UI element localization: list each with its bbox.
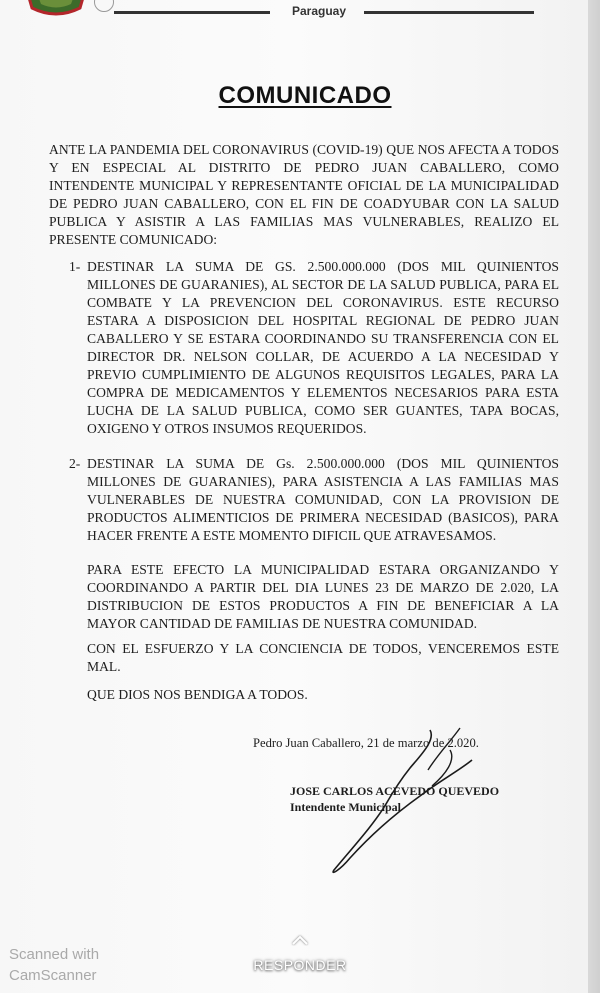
chevron-up-icon[interactable] bbox=[290, 934, 310, 946]
scanner-line-2: CamScanner bbox=[9, 967, 97, 984]
header-rule-left bbox=[114, 11, 270, 14]
municipal-logo bbox=[24, 0, 88, 18]
page-edge bbox=[588, 0, 600, 993]
item-1-number: 1- bbox=[69, 259, 81, 274]
signer-role: Intendente Municipal bbox=[290, 800, 402, 814]
item-1-text: DESTINAR LA SUMA DE GS. 2.500.000.000 (DOS MIL QUINIENTOS MILLONES DE GUARANIES), AL SECTOR DE LA SALUD PUBLICA, PARA EL COMBATE Y LA PREVENCION DEL CORONAVIRUS. ESTE RECURSO ESTARA A DISPOSICION DEL HOSPITAL REGIONAL DE PEDRO JUAN CABALLERO Y SE ESTARA COORDINANDO SU TRANSFERENCIA CON EL DIRECTOR DR. NELSON COLLAR, DE ACUERDO A LA NECESIDAD Y PREVIO CUMPLIMIENTO DE ALGUNOS REQUISITOS LEGALES, PARA LA COMPRA DE MEDICAMENTOS Y ELEMENTOS NECESARIOS PARA ESTA LUCHA DE LA SALUD PUBLICA, COMO SER GUANTES, TAPA BOCAS, OXIGENO Y OTROS INSUMOS REQUERIDOS. bbox=[87, 259, 559, 436]
intro-paragraph: ANTE LA PANDEMIA DEL CORONAVIRUS (COVID-19) QUE NOS AFECTA A TODOS Y EN ESPECIAL AL DISTRITO DE PEDRO JUAN CABALLERO, COMO INTENDENTE MUNICIPAL Y REPRESENTANTE OFICIAL DE LA MUNICIPALIDAD DE PEDRO JUAN CABALLERO, CON EL FIN DE COADYUBAR CON LA SALUD PUBLICA Y ASISTIR A LAS FAMILIAS MAS VULNERABLES, REALIZO EL PRESENTE COMUNICADO: bbox=[49, 142, 559, 247]
blessing-paragraph: QUE DIOS NOS BENDIGA A TODOS. bbox=[87, 687, 308, 702]
effect-paragraph: PARA ESTE EFECTO LA MUNICIPALIDAD ESTARA ORGANIZANDO Y COORDINANDO A PARTIR DEL DIA LUNES 23 DE MARZO DE 2.020, LA DISTRIBUCION DE ESTOS PRODUCTOS A FIN DE BENEFICIAR A LA MAYOR CANTIDAD DE FAMILIAS DE NUESTRA COMUNIDAD. bbox=[87, 562, 559, 631]
item-2-text: DESTINAR LA SUMA DE Gs. 2.500.000.000 (DOS MIL QUINIENTOS MILLONES DE GUARANIES), PARA ASISTENCIA A LAS FAMILIAS MAS VULNERABLES DE NUESTRA COMUNIDAD, CON LA PROVISION DE PRODUCTOS ALIMENTICIOS DE PRIMERA NECESIDAD (BASICOS), PARA HACER FRENTE A ESTE MOMENTO DIFICIL QUE ATRAVESAMOS. bbox=[87, 456, 559, 543]
reply-button[interactable]: RESPONDER bbox=[253, 957, 347, 973]
header-country: Paraguay bbox=[292, 4, 347, 18]
effort-paragraph: CON EL ESFUERZO Y LA CONCIENCIA DE TODOS, VENCEREMOS ESTE MAL. bbox=[87, 641, 559, 674]
place-date: Pedro Juan Caballero, 21 de marzo de 2.020. bbox=[253, 736, 479, 750]
item-2-number: 2- bbox=[69, 456, 81, 471]
signer-name: JOSE CARLOS ACEVEDO QUEVEDO bbox=[290, 784, 500, 798]
document-title: COMUNICADO bbox=[218, 82, 392, 109]
scanner-line-1: Scanned with bbox=[9, 946, 100, 963]
header-rule-right bbox=[364, 11, 534, 14]
